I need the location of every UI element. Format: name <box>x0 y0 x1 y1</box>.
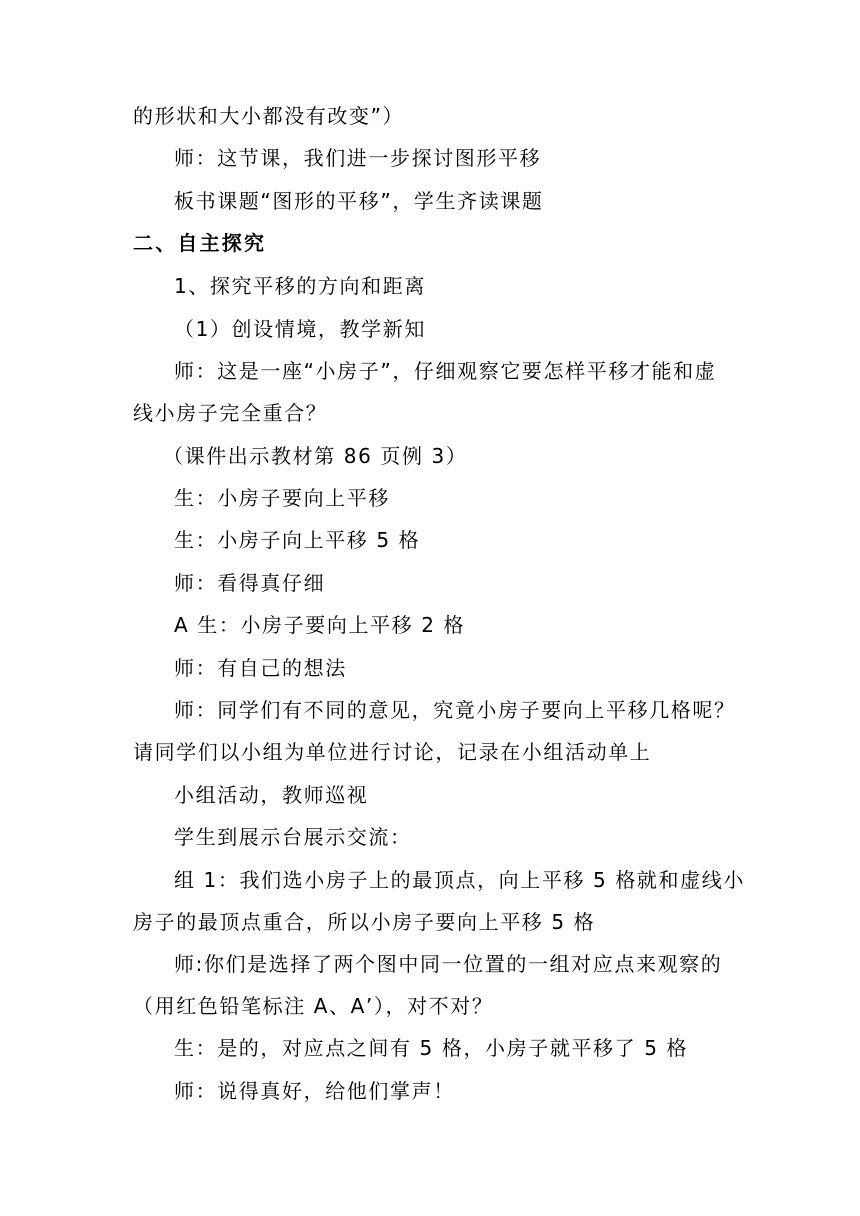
text-line-teacher-points-cont: （用红色铅笔标注 A、A’），对不对？ <box>133 994 494 1018</box>
text-line-group-1-cont: 房子的最顶点重合，所以小房子要向上平移 5 格 <box>133 910 596 934</box>
text-line-student-answer: 生：是的，对应点之间有 5 格，小房子就平移了 5 格 <box>174 1036 689 1060</box>
text-line-question: 师：这是一座“小房子”，仔细观察它要怎样平移才能和虚 <box>174 359 717 383</box>
text-line-student-a: A 生：小房子要向上平移 2 格 <box>174 613 466 637</box>
text-line-teacher-points: 师:你们是选择了两个图中同一位置的一组对应点来观察的 <box>174 952 723 976</box>
text-line-continuation: 的形状和大小都没有改变”） <box>133 104 405 128</box>
text-line-teacher-praise: 师：看得真仔细 <box>174 571 326 595</box>
text-line-teacher-discussion: 师：同学们有不同的意见，究竟小房子要向上平移几格呢？ <box>174 698 736 722</box>
subsection-heading: 1、探究平移的方向和距离 <box>174 274 426 298</box>
text-line-question-cont: 线小房子完全重合？ <box>133 401 328 425</box>
text-line-group-1: 组 1：我们选小房子上的最顶点，向上平移 5 格就和虚线小 <box>174 868 745 892</box>
text-line-teacher-applause: 师：说得真好，给他们掌声！ <box>174 1079 455 1103</box>
text-line-student-2: 生：小房子向上平移 5 格 <box>174 528 421 552</box>
text-line-teacher-idea: 师：有自己的想法 <box>174 656 347 680</box>
text-line-group-activity: 小组活动，教师巡视 <box>174 783 369 807</box>
text-line-student-1: 生：小房子要向上平移 <box>174 486 390 510</box>
subsubsection-heading: （1）创设情境，教学新知 <box>174 317 426 341</box>
section-heading: 二、自主探究 <box>133 231 267 255</box>
text-line-teacher-discussion-cont: 请同学们以小组为单位进行讨论，记录在小组活动单上 <box>133 740 652 764</box>
text-line-board-title: 板书课题“图形的平移”，学生齐读课题 <box>174 189 544 213</box>
text-line-courseware-note: （课件出示教材第 86 页例 3） <box>163 444 468 468</box>
text-line-teacher-intro: 师：这节课，我们进一步探讨图形平移 <box>174 146 542 170</box>
text-line-presentation: 学生到展示台展示交流： <box>174 825 412 849</box>
